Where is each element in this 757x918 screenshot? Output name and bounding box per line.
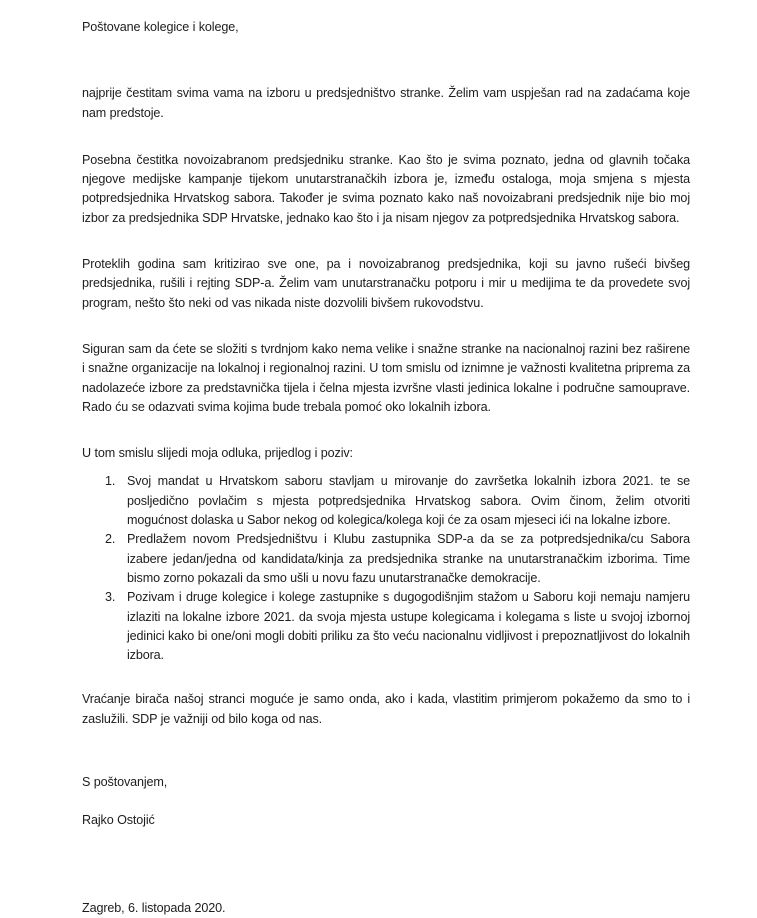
paragraph-organization: Siguran sam da ćete se složiti s tvrdnjom kako nema velike i snažne stranke na nacionalnoj razini bez raširene i snažne organizacije na lokalnoj i regionalnoj razini. U tom smislu od iznimne je važnosti kvalitetna priprema za nadolazeće izbore za predstavnička tijela i čelna mjesta izvršne vlasti jedinica lokalne i područne samouprave. Rado ću se odazvati svima kojima bude trebala pomoć oko lokalnih izbora.	[82, 341, 690, 414]
list-item: Pozivam i druge kolegice i kolege zastupnike s dugogodišnjim stažom u Saboru koji nemaju namjeru izlaziti na lokalne izbore 2021. da svoja mjesta ustupe kolegicama i kolegama s liste u svojoj izbornoj jedinici kako bi one/oni mogli dobiti priliku za što veću nacionalnu vidljivost i prepoznatljivost do lokalnih izbora.	[127, 590, 690, 663]
list-item: Predlažem novom Predsjedništvu i Klubu zastupnika SDP-a da se za potpredsjednika/cu Sabora izabere jedan/jedna od kandidata/kinja za predsjednika stranke na unutarstranačkim izborima. Time bismo zorno pokazali da smo ušli u novu fazu unutarstranačke demokracije.	[127, 532, 690, 585]
paragraph-criticism: Proteklih godina sam kritizirao sve one, pa i novoizabranog predsjednika, koji su javno rušeći bivšeg predsjednika, rušili i rejting SDP-a. Želim vam unutarstranačku potporu i mir u medijima te da provedete svoj program, nešto što neki od vas nikada niste dozvolili bivšem rukovodstvu.	[82, 257, 690, 310]
signoff-line: S poštovanjem,	[82, 775, 168, 790]
paragraph-congratulations: Posebna čestitka novoizabranom predsjedniku stranke. Kao što je svima poznato, jedna od glavnih točaka njegove medijske kampanje tijekom unutarstranačkih izbora je, između ostaloga, moja smjena s mjesta potpredsjednika Hrvatskog sabora. Također je svima poznato kako naš novoizabrani predsjednik nije bio moj izbor za predsjednika SDP Hrvatske, jednako kao što i ja nisam njegov za potpredsjednika Hrvatskog sabora.	[82, 152, 690, 225]
letter-body	[82, 0, 690, 918]
place-and-date: Zagreb, 6. listopada 2020.	[82, 900, 226, 915]
paragraph-decision-intro: U tom smislu slijedi moja odluka, prijedlog i poziv:	[82, 446, 353, 461]
list-item: Svoj mandat u Hrvatskom saboru stavljam u mirovanje do završetka lokalnih izbora 2021. te se posljedično povlačim s mjesta potpredsjednika Hrvatskog sabora. Ovim činom, želim otvoriti mogućnost dolaska u Sabor nekog od kolegica/kolega koji će za osam mjeseci ići na lokalne izbore.	[127, 474, 690, 528]
decision-list	[82, 472, 690, 665]
paragraph-closing-statement: Vraćanje birača našoj stranci moguće je samo onda, ako i kada, vlastitim primjerom pokažemo da smo to i zaslužili. SDP je važniji od bilo koga od nas.	[82, 692, 690, 726]
signer-name: Rajko Ostojić	[82, 813, 155, 828]
salutation-line: Poštovane kolegice i kolege,	[82, 20, 239, 34]
paragraph-intro: najprije čestitam svima vama na izboru u predsjedništvo stranke. Želim vam uspješan rad na zadaćama koje nam predstoje.	[82, 86, 690, 120]
